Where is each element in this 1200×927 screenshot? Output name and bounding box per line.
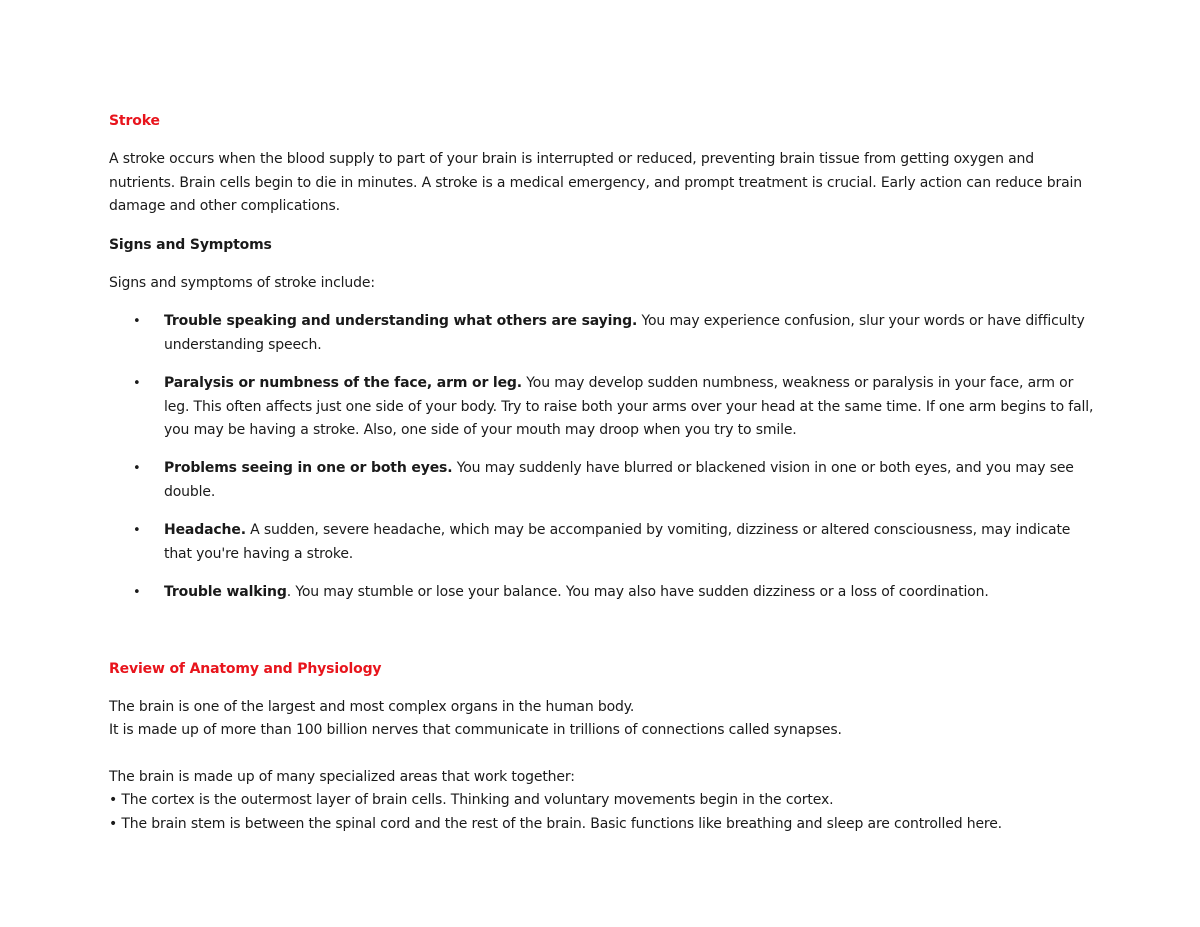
symptom-lead: Paralysis or numbness of the face, arm or leg.	[164, 375, 522, 392]
symptoms-list	[109, 310, 1099, 604]
anatomy-line-2: It is made up of more than 100 billion nerves that communicate in trillions of connections called synapses.	[109, 722, 842, 739]
symptom-text: You may suddenly have blurred or blackened vision in one or both eyes, and you may see double.	[164, 460, 1074, 500]
list-item	[109, 519, 1099, 566]
list-item	[109, 457, 1099, 504]
bullet-icon: •	[133, 314, 141, 330]
signs-heading: Signs and Symptoms	[109, 236, 272, 253]
symptom-lead: Trouble walking	[164, 584, 287, 601]
symptom-lead: Headache.	[164, 522, 246, 539]
bullet-icon: •	[133, 585, 141, 601]
symptom-text: You may develop sudden numbness, weakness or paralysis in your face, arm or leg. This often affects just one side of your body. Try to raise both your arms over your head at the same time. If one arm begins to fall, you may be having a stroke. Also, one side of your mouth may droop when you try to smile.	[164, 375, 1094, 439]
anatomy-line-4: • The cortex is the outermost layer of brain cells. Thinking and voluntary movements begin in the cortex.	[109, 792, 834, 809]
symptom-text: . You may stumble or lose your balance. You may also have sudden dizziness or a loss of coordination.	[286, 584, 989, 601]
symptom-lead: Problems seeing in one or both eyes.	[164, 460, 453, 477]
bullet-icon: •	[133, 523, 141, 539]
stroke-intro-paragraph: A stroke occurs when the blood supply to part of your brain is interrupted or reduced, preventing brain tissue from getting oxygen and nutrients. Brain cells begin to die in minutes. A stroke is a medical emergency, and prompt treatment is crucial. Early action can reduce brain damage and other complications.	[109, 151, 1083, 215]
symptom-text: A sudden, severe headache, which may be accompanied by vomiting, dizziness or altered consciousness, may indicate that you're having a stroke.	[164, 522, 1071, 562]
list-item	[109, 581, 1099, 604]
symptom-text: You may experience confusion, slur your words or have difficulty understanding speech.	[164, 313, 1085, 353]
list-item	[109, 372, 1099, 442]
bullet-icon: •	[133, 376, 141, 392]
anatomy-line-5: • The brain stem is between the spinal cord and the rest of the brain. Basic functions like breathing and sleep are controlled here.	[109, 815, 1002, 832]
list-item	[109, 310, 1099, 357]
anatomy-heading: Review of Anatomy and Physiology	[109, 660, 382, 677]
anatomy-line-1: The brain is one of the largest and most complex organs in the human body.	[109, 698, 635, 715]
stroke-heading: Stroke	[109, 113, 160, 129]
symptom-lead: Trouble speaking and understanding what others are saying.	[164, 313, 638, 330]
document-content	[109, 110, 1099, 836]
signs-lead-paragraph: Signs and symptoms of stroke include:	[109, 275, 375, 292]
bullet-icon: •	[133, 461, 141, 477]
anatomy-line-3: The brain is made up of many specialized areas that work together:	[109, 768, 575, 785]
